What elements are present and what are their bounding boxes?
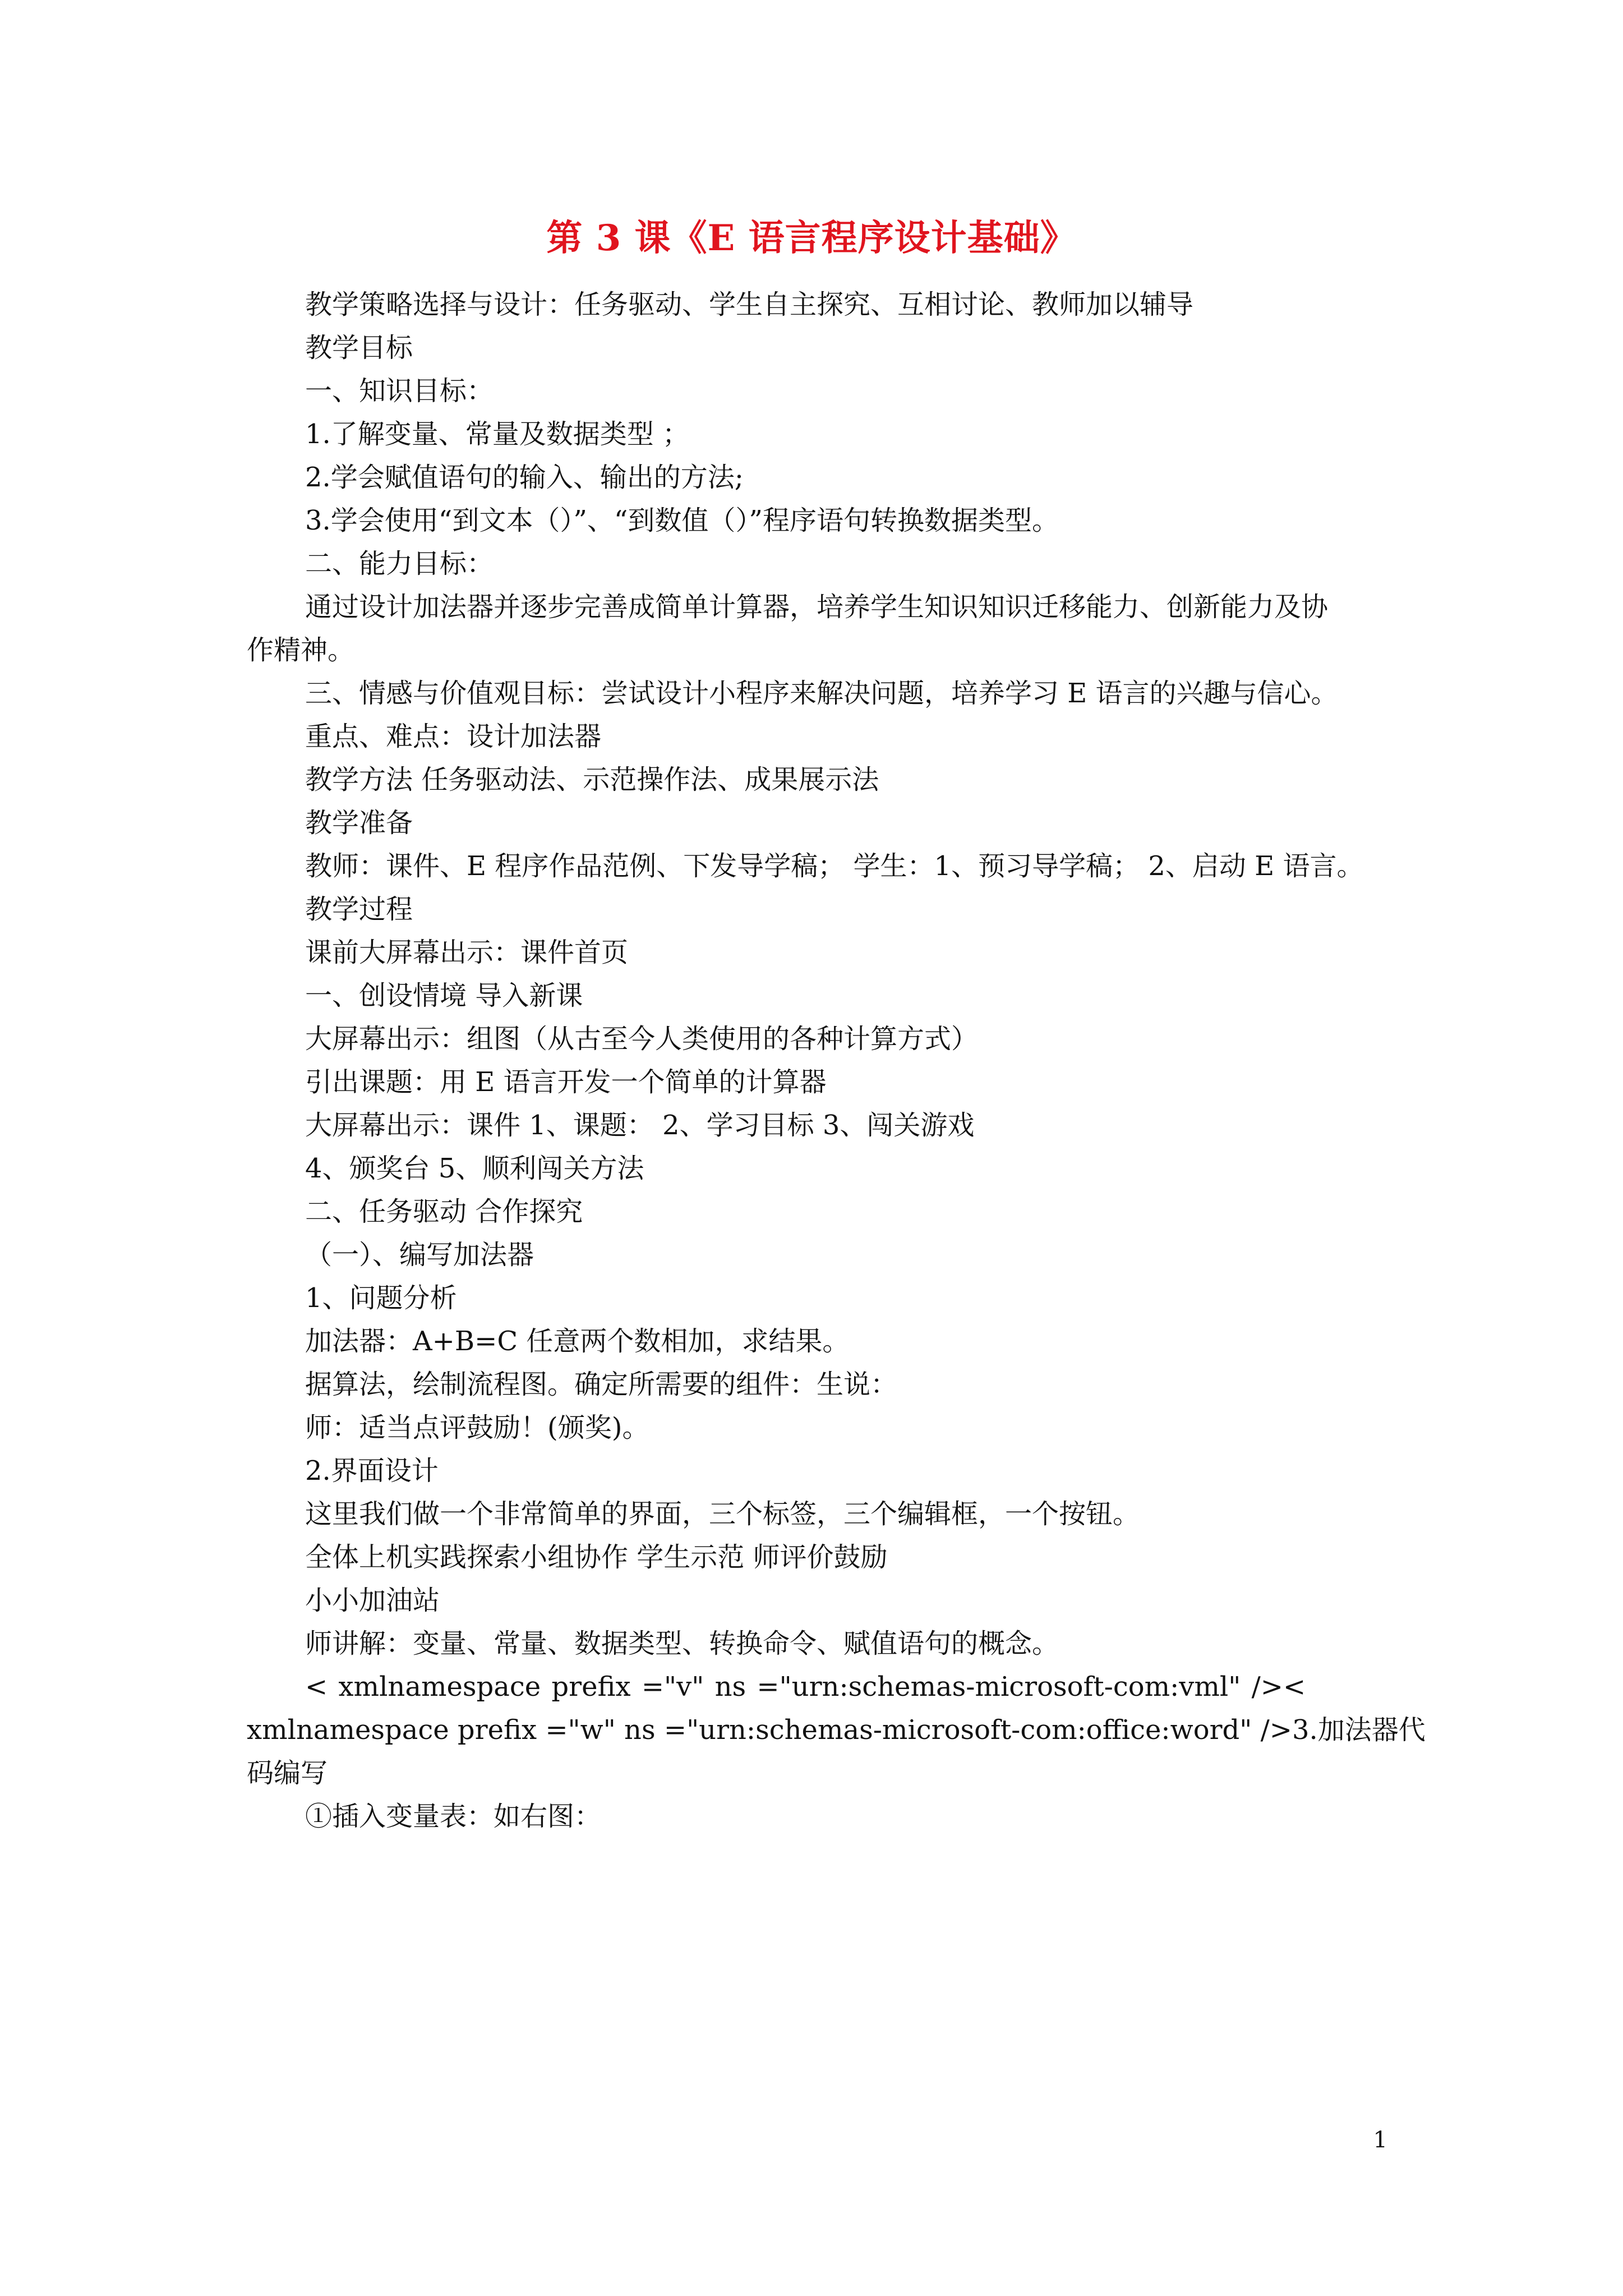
teaching-methods: 教学方法 任务驱动法、示范操作法、成果展示法 (305, 764, 879, 795)
knowledge-goal-2: 2.学会赋值语句的输入、输出的方法; (305, 462, 744, 493)
teacher-comment: 师：适当点评鼓励！(颁奖)。 (305, 1412, 649, 1443)
interface-description: 这里我们做一个非常简单的界面，三个标签，三个编辑框，一个按钮。 (305, 1498, 1140, 1530)
xml-namespace-line-2: xmlnamespace prefix ="w" ns ="urn:schemas-microsoft-com:office:word" />3.加法器代 (247, 1714, 1426, 1746)
teaching-goals-heading: 教学目标 (305, 332, 413, 364)
interface-design-heading: 2.界面设计 (305, 1455, 439, 1487)
ability-goal-text-cont: 作精神。 (247, 634, 355, 666)
adder-definition: 加法器：A+B=C 任意两个数相加，求结果。 (305, 1326, 850, 1357)
xml-namespace-line-1: < xmlnamespace prefix ="v" ns ="urn:schemas-microsoft-com:vml" />< (305, 1671, 1306, 1703)
ability-goals-heading: 二、能力目标： (305, 548, 494, 579)
teaching-preparation-heading: 教学准备 (305, 807, 413, 839)
flowchart-note: 据算法，绘制流程图。确定所需要的组件：生说： (305, 1369, 898, 1400)
knowledge-goals-heading: 一、知识目标： (305, 375, 494, 407)
subsection-adder-heading: （一）、编写加法器 (305, 1239, 534, 1271)
ability-goal-text: 通过设计加法器并逐步完善成简单计算器，培养学生知识知识迁移能力、创新能力及协 (305, 591, 1329, 623)
emotion-goal: 三、情感与价值观目标：尝试设计小程序来解决问题，培养学习 E 语言的兴趣与信心。 (305, 678, 1338, 709)
key-points: 重点、难点：设计加法器 (305, 721, 602, 752)
page-number: 1 (1373, 2127, 1387, 2153)
practice-note: 全体上机实践探索小组协作 学生示范 师评价鼓励 (305, 1542, 888, 1573)
document-body (247, 283, 1426, 1838)
lesson-topic: 引出课题：用 E 语言开发一个简单的计算器 (305, 1066, 827, 1098)
knowledge-goal-1: 1.了解变量、常量及数据类型 ； (305, 418, 690, 450)
knowledge-goal-3: 3.学会使用“到文本（）”、“到数值（）”程序语句转换数据类型。 (305, 505, 1059, 536)
pre-class-screen: 课前大屏幕出示：课件首页 (305, 937, 629, 968)
section-2-heading: 二、任务驱动 合作探究 (305, 1196, 583, 1227)
lesson-title: 第 3 课《E 语言程序设计基础》 (546, 217, 1077, 259)
section-1-heading: 一、创设情境 导入新课 (305, 980, 583, 1011)
teaching-preparation: 教师：课件、E 程序作品范例、下发导学稿； 学生：1、预习导学稿； 2、启动 E 语言。 (305, 850, 1364, 882)
screen-images: 大屏幕出示：组图（从古至今人类使用的各种计算方式） (305, 1023, 979, 1055)
teaching-strategy: 教学策略选择与设计：任务驱动、学生自主探究、互相讨论、教师加以辅导 (305, 289, 1194, 320)
gas-station-heading: 小小加油站 (305, 1585, 440, 1616)
teaching-process-heading: 教学过程 (305, 894, 413, 925)
screen-courseware: 大屏幕出示：课件 1、课题： 2、学习目标 3、闯关游戏 (305, 1110, 975, 1141)
problem-analysis-heading: 1、问题分析 (305, 1282, 457, 1314)
code-writing-cont: 码编写 (247, 1757, 328, 1789)
teacher-explanation: 师讲解：变量、常量、数据类型、转换命令、赋值语句的概念。 (305, 1628, 1059, 1659)
screen-courseware-cont: 4、颁奖台 5、顺利闯关方法 (305, 1153, 644, 1184)
insert-variable-table: ①插入变量表：如右图： (305, 1801, 602, 1832)
